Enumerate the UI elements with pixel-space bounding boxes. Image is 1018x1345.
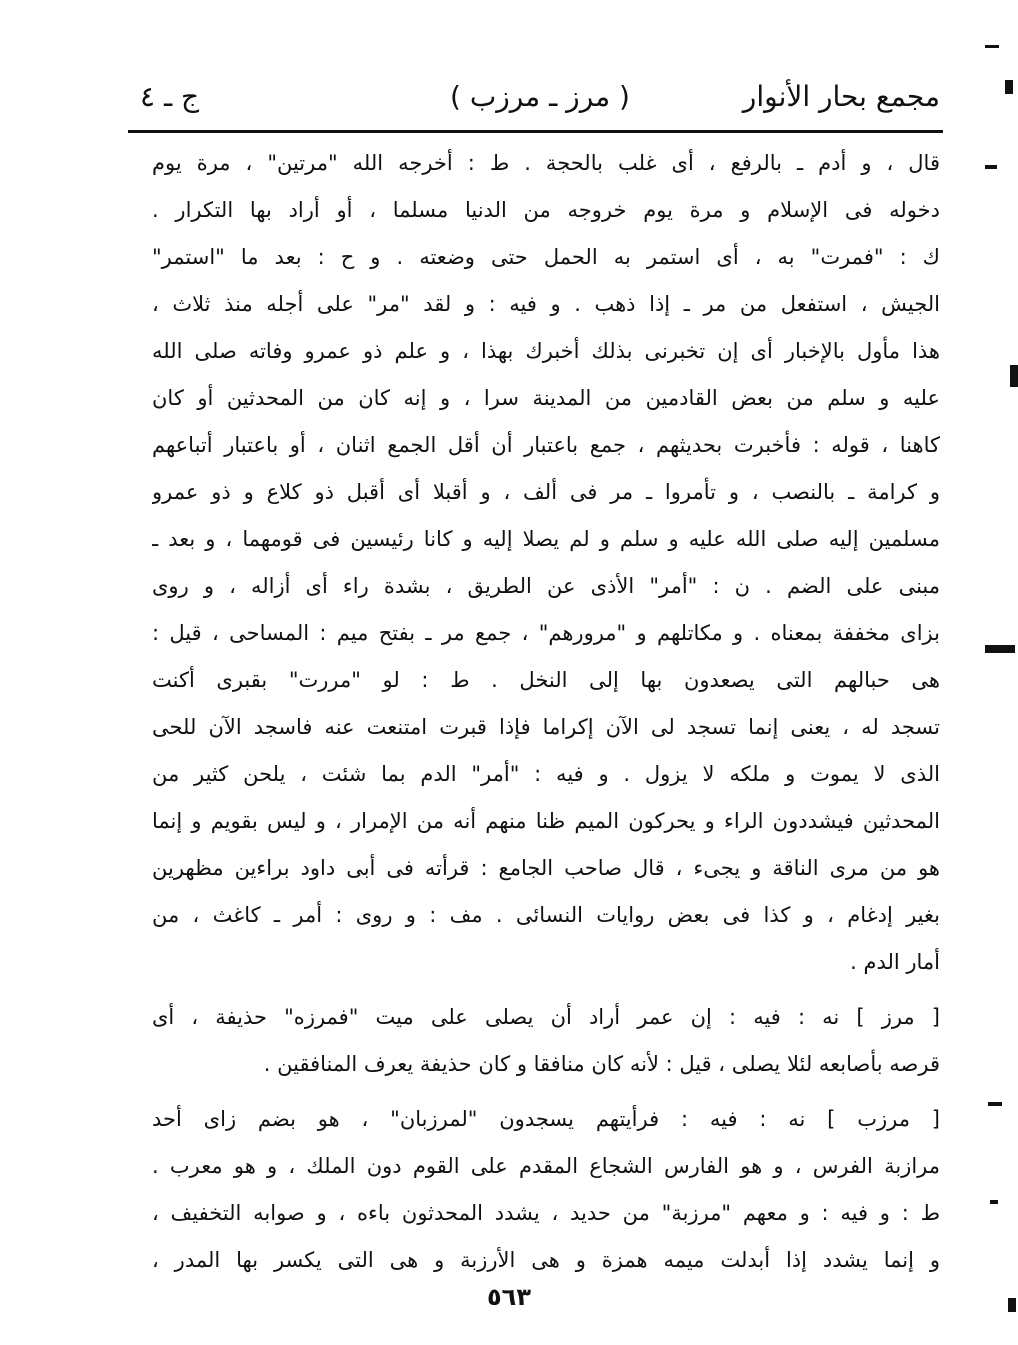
scan-mark	[990, 1200, 998, 1204]
text-line: و كرامة ـ بالنصب ، و تأمروا ـ مر فى ألف ، و أقبلا أى أقبل ذو كلاع و ذو عمرو	[152, 480, 940, 504]
scan-mark	[1008, 1298, 1016, 1312]
scan-mark	[985, 165, 997, 169]
text-line: مرازبة الفرس ، و هو الفارس الشجاع المقدم على القوم دون الملك ، و هو معرب .	[152, 1154, 940, 1178]
header-rule	[128, 130, 943, 133]
text-line: بزاى مخففة بمعناه . و مكاتلهم و "مرورهم" ، جمع مر ـ بفتح ميم : المساحى ، قيل :	[152, 621, 940, 645]
text-line: كاهنا ، قوله : فأخبرت بحديثهم ، جمع باعتبار أن أقل الجمع اثنان ، أو باعتبار أتباعهم	[152, 433, 940, 457]
text-line: قرصه بأصابعه لئلا يصلى ، قيل : لأنه كان منافقا و كان حذيفة يعرف المنافقين .	[263, 1052, 940, 1076]
text-line: المحدثين فيشددون الراء و يحركون الميم ظنا منهم أنه من الإمرار ، و ليس بقويم و إنما	[152, 809, 940, 833]
text-line: هذا مأول بالإخبار أى إن تخبرنى بذلك أخبرك بهذا ، و علم ذو عمرو وفاته صلى الله	[152, 339, 940, 363]
text-line: ك : "فمرت" به ، أى استمر به الحمل حتى وضعته . و ح : بعد ما "استمر"	[152, 245, 940, 269]
text-line: عليه و سلم من بعض القادمين من المدينة سرا ، و إنه كان من المحدثين أو كان	[152, 386, 940, 410]
entry-marzab-line: [ مرزب ] نه : فيه : فرأيتهم يسجدون "لمرزبان" ، هو بضم زاى أحد	[152, 1107, 940, 1131]
text-line: مسلمين إليه صلى الله عليه و سلم و لم يصلا إليه و كانا رئيسين فى قومهما ، و بعد ـ	[152, 527, 940, 551]
page-header	[140, 80, 940, 126]
scan-mark	[985, 645, 1015, 653]
section-heading: ( مرز ـ مرزب )	[450, 80, 630, 113]
scan-mark	[1010, 365, 1018, 387]
text-line: قال ، و أدم ـ بالرفع ، أى غلب بالحجة . ط : أخرجه الله "مرتين" ، مرة يوم	[152, 151, 940, 175]
page-number: ٥٦٣	[487, 1283, 531, 1311]
text-line: الذى لا يموت و ملكه لا يزول . و فيه : "أمر" الدم بما شئت ، يلحن كثير من	[152, 762, 940, 786]
text-line: ط : و فيه : و معهم "مرزبة" من حديد ، يشدد المحدثون باءه ، و صوابه التخفيف ،	[152, 1201, 940, 1225]
text-line: هى حبالهم التى يصعدون بها إلى النخل . ط : لو "مررت" بقبرى أكنت	[152, 668, 940, 692]
scan-mark	[1005, 80, 1013, 94]
entry-marz-line: [ مرز ] نه : فيه : إن عمر أراد أن يصلى على ميت "فمرزه" حذيفة ، أى	[152, 1005, 940, 1029]
text-line: الجيش ، استفعل من مر ـ إذا ذهب . و فيه : و لقد "مر" على أجله منذ ثلاث ،	[152, 292, 940, 316]
text-line: مبنى على الضم . ن : "أمر" الأذى عن الطريق ، بشدة راء أى أزاله ، و روى	[152, 574, 940, 598]
book-title: مجمع بحار الأنوار	[742, 80, 940, 113]
text-line: أمار الدم .	[850, 950, 940, 974]
body-text	[152, 140, 940, 1284]
scan-mark	[988, 1102, 1002, 1106]
text-line: بغير إدغام ، و كذا فى بعض روايات النسائى . مف : و روى : أمر ـ كاغث ، من	[152, 903, 940, 927]
text-line: دخوله فى الإسلام و مرة يوم خروجه من الدنيا مسلما ، أو أراد بها التكرار .	[152, 198, 940, 222]
volume-label: ج ـ ٤	[140, 80, 200, 113]
text-line: تسجد له ، يعنى إنما تسجد لى الآن إكراما فإذا قبرت امتنعت عنه فاسجد الآن للحى	[152, 715, 940, 739]
scan-mark	[985, 45, 999, 48]
text-line: و إنما يشدد إذا أبدلت ميمه همزة و هى الأرزبة و هى التى يكسر بها المدر ،	[152, 1248, 940, 1272]
text-line: هو من مرى الناقة و يجىء ، قال صاحب الجامع : قرأته فى أبى داود براءين مظهرين	[152, 856, 940, 880]
